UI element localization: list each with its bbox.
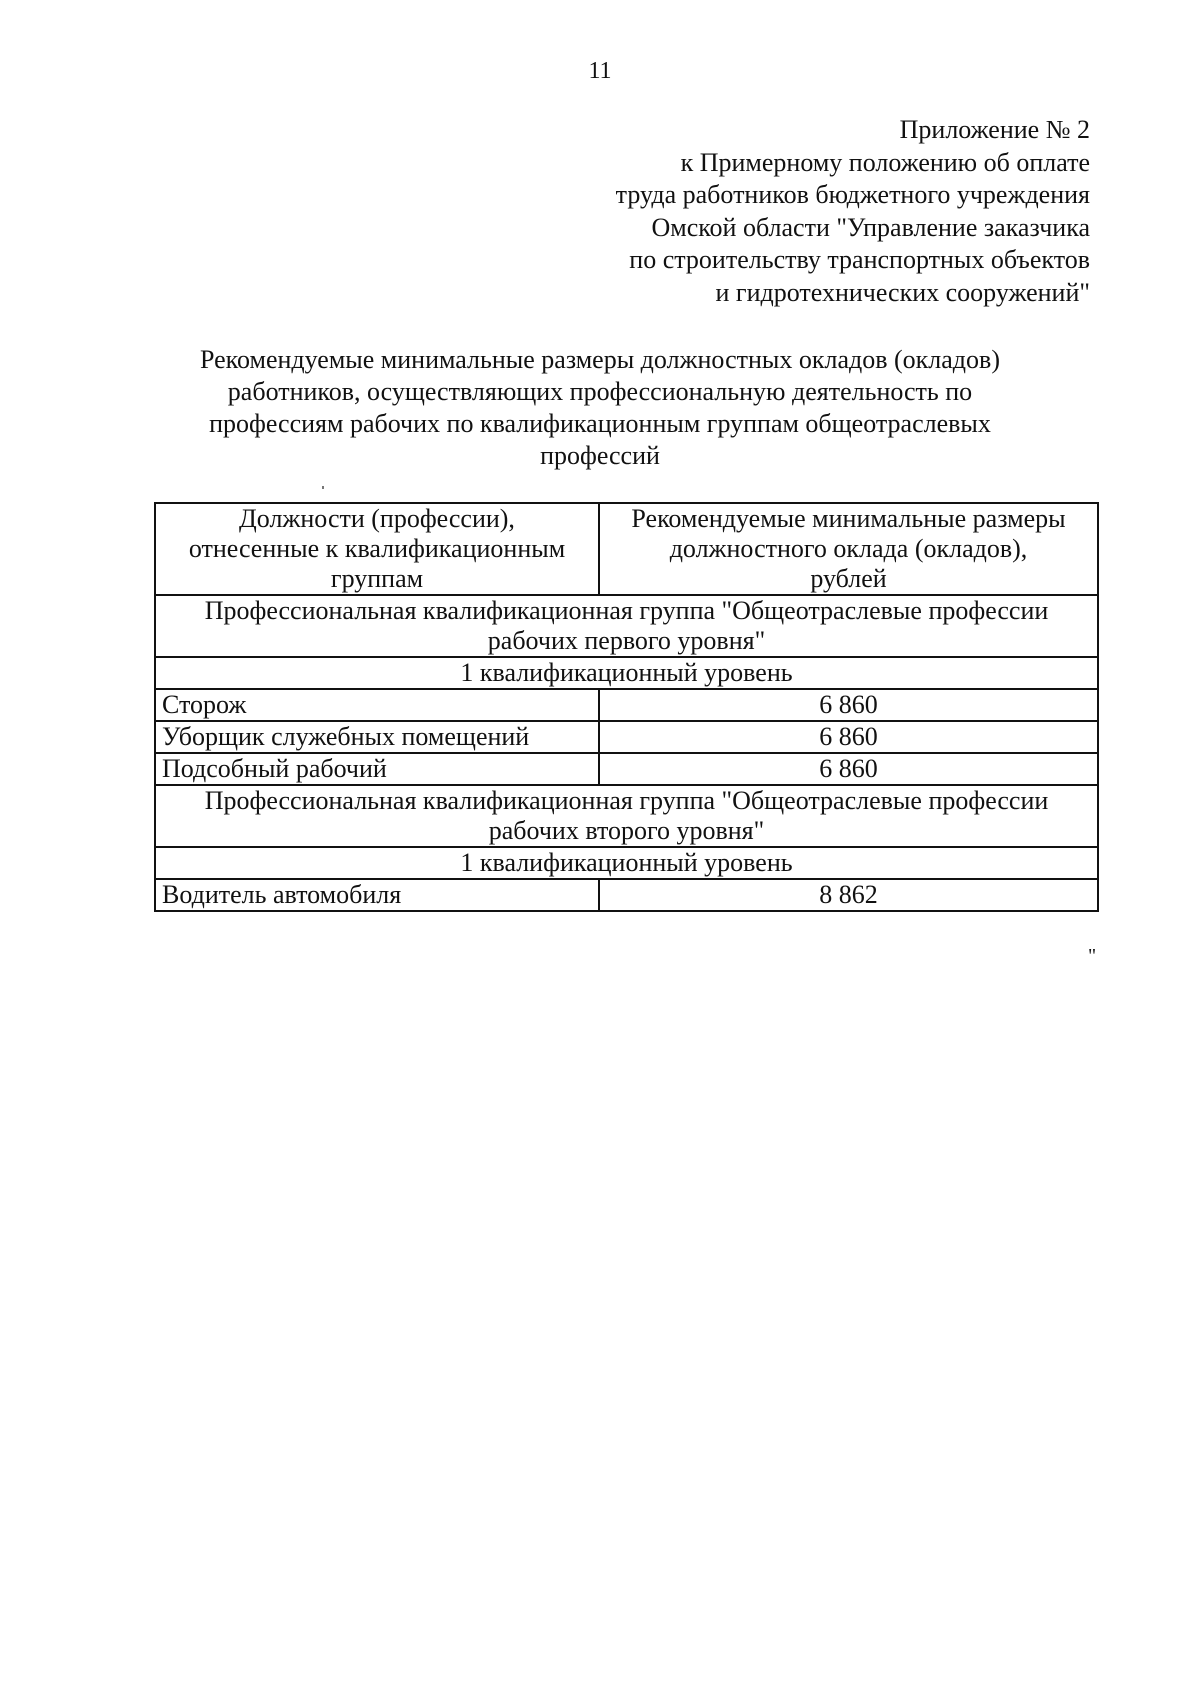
table-row <box>155 721 1098 753</box>
heading-line: профессий <box>540 441 660 470</box>
document-heading <box>150 344 1050 472</box>
position-cell: Сторож <box>155 689 599 721</box>
header-line: Рекомендуемые минимальные размеры <box>631 504 1066 533</box>
qualification-level: 1 квалификационный уровень <box>155 657 1098 689</box>
qualification-level: 1 квалификационный уровень <box>155 847 1098 879</box>
appendix-line: к Примерному положению об оплате <box>680 147 1090 177</box>
table-row <box>155 753 1098 785</box>
appendix-line: и гидротехнических сооружений" <box>715 277 1090 307</box>
salary-cell: 8 862 <box>599 879 1098 911</box>
appendix-line: по строительству транспортных объектов <box>629 245 1090 274</box>
group-title-line: Профессиональная квалификационная группа "Общеотраслевые профессии <box>204 786 1049 815</box>
header-line: должностного оклада (окладов), <box>669 534 1028 563</box>
salary-table <box>154 502 1099 912</box>
group-title-line: рабочих первого уровня" <box>487 626 766 655</box>
appendix-line: Приложение № 2 <box>899 115 1090 144</box>
closing-quote: " <box>1088 945 1097 967</box>
heading-line: профессиям рабочих по квалификационным группам общеотраслевых <box>209 409 991 438</box>
header-positions <box>155 503 599 595</box>
group-title <box>155 595 1098 657</box>
position-cell: Уборщик служебных помещений <box>155 721 599 753</box>
position-cell: Подсобный рабочий <box>155 753 599 785</box>
level-row <box>155 657 1098 689</box>
header-line: Должности (профессии), <box>239 504 515 533</box>
group-title-row <box>155 595 1098 657</box>
group-title-row <box>155 785 1098 847</box>
page-number: 11 <box>588 58 612 84</box>
group-title-line: рабочих второго уровня" <box>488 816 765 845</box>
table-row <box>155 879 1098 911</box>
heading-line: работников, осуществляющих профессиональную деятельность по <box>227 377 973 406</box>
table-row <box>155 689 1098 721</box>
salary-cell: 6 860 <box>599 721 1098 753</box>
header-salary <box>599 503 1098 595</box>
group-title <box>155 785 1098 847</box>
salary-cell: 6 860 <box>599 689 1098 721</box>
group-title-line: Профессиональная квалификационная группа "Общеотраслевые профессии <box>204 596 1049 625</box>
heading-line: Рекомендуемые минимальные размеры должностных окладов (окладов) <box>200 345 1000 374</box>
header-line: рублей <box>810 564 887 593</box>
appendix-line: труда работников бюджетного учреждения <box>615 180 1090 209</box>
salary-cell: 6 860 <box>599 753 1098 785</box>
header-line: отнесенные к квалификационным <box>188 534 566 563</box>
header-line: группам <box>330 564 424 593</box>
appendix-reference <box>470 114 1090 309</box>
level-row <box>155 847 1098 879</box>
scan-speck <box>322 486 324 489</box>
table-header-row <box>155 503 1098 595</box>
position-cell: Водитель автомобиля <box>155 879 599 911</box>
appendix-line: Омской области "Управление заказчика <box>651 212 1090 242</box>
